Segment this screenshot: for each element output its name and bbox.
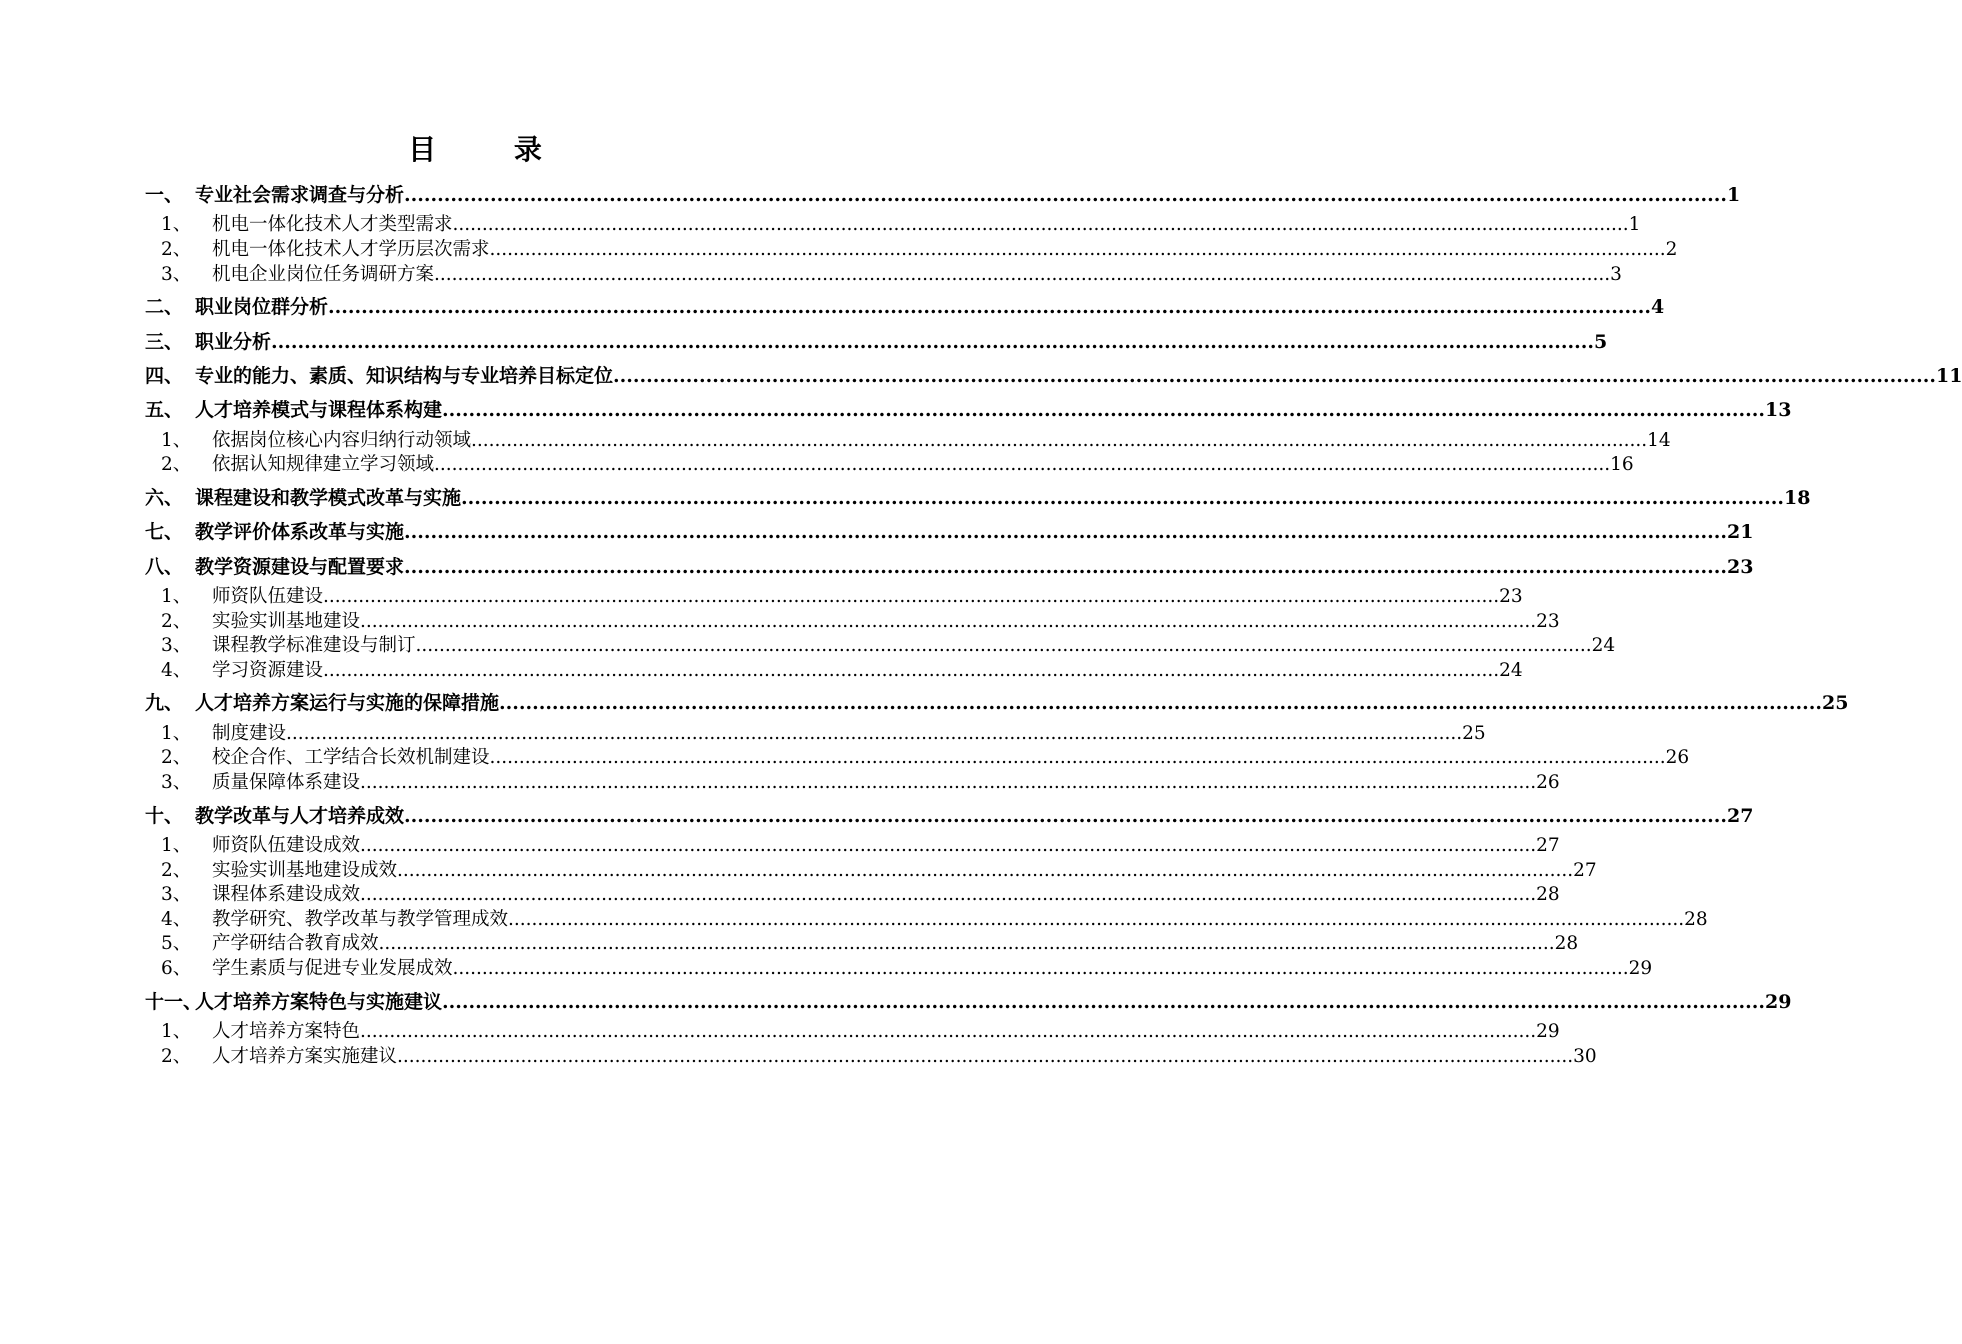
toc-section-entry[interactable] <box>145 393 1792 427</box>
toc-subsection-entry[interactable] <box>145 722 1486 747</box>
toc-entry-title: 制度建设 <box>212 722 287 744</box>
toc-dot-leader: ........................................................................................................................................................................................................ <box>323 659 1500 681</box>
toc-dot-leader: ........................................................................................................................................................................................................ <box>452 214 1629 236</box>
toc-dot-leader: ........................................................................................................................................................................................................ <box>271 330 1594 353</box>
page-title: 目 录 <box>408 133 576 166</box>
toc-dot-leader: ........................................................................................................................................................................................................ <box>378 933 1555 955</box>
toc-entry-title: 课程体系建设成效 <box>212 884 361 906</box>
toc-subsection-entry[interactable] <box>145 453 1634 478</box>
toc-subsection-entry[interactable] <box>145 238 1678 263</box>
toc-entry-title: 教学评价体系改革与实施 <box>195 521 405 544</box>
toc-dot-leader: ........................................................................................................................................................................................................ <box>323 586 1500 608</box>
toc-subsection-entry[interactable] <box>145 908 1708 933</box>
toc-entry-title: 依据岗位核心内容归纳行动领域 <box>212 429 472 451</box>
toc-section-entry[interactable] <box>145 178 1741 212</box>
toc-dot-leader: ........................................................................................................................................................................................................ <box>471 429 1648 451</box>
toc-page-number: 26 <box>1665 747 1690 769</box>
toc-entry-title: 产学研结合教育成效 <box>212 933 379 955</box>
toc-page-number: 27 <box>1536 835 1560 857</box>
toc-entry-number: 2、 <box>161 1045 192 1067</box>
toc-section-entry[interactable] <box>145 550 1754 584</box>
toc-subsection-entry[interactable] <box>145 429 1671 454</box>
toc-entry-title: 机电一体化技术人才类型需求 <box>212 214 453 236</box>
toc-entry-number: 五、 <box>145 399 184 422</box>
toc-entry-number: 3、 <box>161 263 192 285</box>
toc-section-entry[interactable] <box>145 359 1962 393</box>
toc-page-number: 29 <box>1536 1020 1560 1042</box>
toc-page-number: 27 <box>1573 859 1597 881</box>
toc-entry-number: 十、 <box>145 804 184 827</box>
toc-dot-leader: ........................................................................................................................................................................................................ <box>499 692 1822 715</box>
toc-entry-number: 1、 <box>161 835 192 857</box>
toc-entry-title: 教学研究、教学改革与教学管理成效 <box>212 908 509 930</box>
toc-dot-leader: ........................................................................................................................................................................................................ <box>397 859 1574 881</box>
toc-page-number: 24 <box>1499 659 1523 681</box>
toc-dot-leader: ........................................................................................................................................................................................................ <box>360 1020 1537 1042</box>
toc-dot-leader: ........................................................................................................................................................................................................ <box>360 610 1537 632</box>
toc-dot-leader: ........................................................................................................................................................................................................ <box>328 296 1651 319</box>
toc-page-number: 11 <box>1935 364 1962 387</box>
toc-page-number: 18 <box>1783 486 1811 509</box>
toc-entry-number: 四、 <box>145 364 184 387</box>
toc-entry-title: 人才培养方案实施建议 <box>212 1045 398 1067</box>
toc-entry-title: 教学资源建设与配置要求 <box>195 555 405 578</box>
toc-subsection-entry[interactable] <box>145 634 1616 659</box>
toc-dot-leader: ........................................................................................................................................................................................................ <box>489 747 1666 769</box>
toc-page-number: 30 <box>1573 1045 1597 1067</box>
toc-entry-title: 专业社会需求调查与分析 <box>195 184 405 206</box>
toc-entry-title: 人才培养模式与课程体系构建 <box>195 399 443 422</box>
toc-page-number: 24 <box>1591 635 1616 657</box>
toc-entry-number: 1、 <box>161 722 192 744</box>
toc-section-entry[interactable] <box>145 290 1665 324</box>
toc-page-number: 29 <box>1764 990 1792 1013</box>
toc-subsection-entry[interactable] <box>145 610 1560 635</box>
toc-page-number: 25 <box>1462 722 1486 744</box>
toc-entry-number: 2、 <box>161 859 192 881</box>
toc-entry-number: 1、 <box>161 586 192 608</box>
toc-page-number: 4 <box>1650 296 1665 319</box>
toc-dot-leader: ........................................................................................................................................................................................................ <box>613 364 1936 387</box>
toc-subsection-entry[interactable] <box>145 213 1641 238</box>
toc-dot-leader: ........................................................................................................................................................................................................ <box>360 884 1537 906</box>
toc-entry-title: 职业分析 <box>195 330 272 353</box>
toc-page-number: 29 <box>1628 958 1653 979</box>
toc-entry-title: 教学改革与人才培养成效 <box>195 804 405 827</box>
toc-page-number: 23 <box>1536 610 1560 632</box>
toc-entry-title: 实验实训基地建设成效 <box>212 859 398 881</box>
toc-dot-leader: ........................................................................................................................................................................................................ <box>404 804 1727 827</box>
toc-entry-number: 二、 <box>145 296 184 319</box>
toc-dot-leader: ........................................................................................................................................................................................................ <box>404 521 1727 544</box>
toc-dot-leader: ........................................................................................................................................................................................................ <box>404 555 1727 578</box>
toc-page-number: 28 <box>1536 884 1560 906</box>
toc-subsection-entry[interactable] <box>145 771 1560 796</box>
toc-entry-number: 八、 <box>145 555 184 578</box>
toc-entry-title: 依据认知规律建立学习领域 <box>212 454 435 476</box>
toc-dot-leader: ........................................................................................................................................................................................................ <box>434 263 1611 285</box>
toc-section-entry[interactable] <box>145 799 1754 833</box>
toc-page-number: 25 <box>1821 692 1849 715</box>
toc-page-number: 28 <box>1684 908 1708 930</box>
toc-page-number: 14 <box>1647 429 1671 451</box>
toc-subsection-entry[interactable] <box>145 859 1597 884</box>
toc-entry-title: 人才培养方案运行与实施的保障措施 <box>195 692 500 715</box>
toc-entry-title: 学生素质与促进专业发展成效 <box>212 958 453 979</box>
toc-dot-leader: ........................................................................................................................................................................................................ <box>415 635 1592 657</box>
toc-dot-leader: ........................................................................................................................................................................................................ <box>442 399 1765 422</box>
toc-entry-number: 1、 <box>161 1020 192 1042</box>
toc-entry-number: 2、 <box>161 747 192 769</box>
toc-dot-leader: ........................................................................................................................................................................................................ <box>434 454 1611 476</box>
toc-entry-title: 校企合作、工学结合长效机制建设 <box>212 747 490 769</box>
toc-page-number: 2 <box>1665 238 1678 260</box>
toc-entry-number: 三、 <box>145 330 184 353</box>
toc-page-number: 3 <box>1610 263 1622 285</box>
toc-dot-leader: ........................................................................................................................................................................................................ <box>404 184 1727 206</box>
toc-dot-leader: ........................................................................................................................................................................................................ <box>442 990 1765 1013</box>
toc-entry-title: 职业岗位群分析 <box>195 296 329 319</box>
toc-entry-number: 3、 <box>161 635 192 657</box>
toc-dot-leader: ........................................................................................................................................................................................................ <box>461 486 1784 509</box>
toc-page-number: 13 <box>1764 399 1792 422</box>
toc-entry-number: 一、 <box>145 184 184 206</box>
toc-subsection-entry[interactable] <box>145 1020 1560 1045</box>
toc-page-number: 1 <box>1726 184 1741 206</box>
toc-entry-number: 六、 <box>145 486 184 509</box>
toc-entry-title: 机电一体化技术人才学历层次需求 <box>212 238 490 260</box>
toc-page-number: 21 <box>1726 521 1754 544</box>
toc-entry-title: 机电企业岗位任务调研方案 <box>212 263 435 285</box>
toc-entry-number: 十一、 <box>145 990 203 1013</box>
toc-subsection-entry[interactable] <box>145 1045 1597 1070</box>
toc-entry-number: 4、 <box>161 908 192 930</box>
toc-entry-number: 1、 <box>161 429 192 451</box>
toc-subsection-entry[interactable] <box>145 585 1523 610</box>
toc-subsection-entry[interactable] <box>145 957 1653 982</box>
toc-entry-number: 3、 <box>161 772 192 794</box>
toc-entry-number: 6、 <box>161 958 192 979</box>
toc-subsection-entry[interactable] <box>145 834 1560 859</box>
toc-page-number: 1 <box>1628 214 1641 236</box>
toc-entry-number: 2、 <box>161 238 192 260</box>
toc-page-number: 23 <box>1499 586 1523 608</box>
toc-entry-number: 2、 <box>161 610 192 632</box>
toc-entry-title: 专业的能力、素质、知识结构与专业培养目标定位 <box>195 364 614 387</box>
table-of-contents <box>145 178 1962 1069</box>
toc-entry-title: 课程建设和教学模式改革与实施 <box>195 486 462 509</box>
toc-entry-number: 2、 <box>161 454 192 476</box>
toc-entry-number: 4、 <box>161 659 192 681</box>
toc-dot-leader: ........................................................................................................................................................................................................ <box>286 722 1463 744</box>
toc-page-number: 16 <box>1610 454 1634 476</box>
toc-entry-number: 3、 <box>161 884 192 906</box>
toc-entry-title: 师资队伍建设 <box>212 586 324 608</box>
toc-page-number: 27 <box>1726 804 1754 827</box>
toc-dot-leader: ........................................................................................................................................................................................................ <box>452 958 1629 979</box>
toc-section-entry[interactable] <box>145 325 1608 359</box>
toc-entry-number: 七、 <box>145 521 184 544</box>
toc-subsection-entry[interactable] <box>145 263 1622 288</box>
toc-page-number: 23 <box>1726 555 1754 578</box>
toc-subsection-entry[interactable] <box>145 932 1579 957</box>
toc-entry-title: 质量保障体系建设 <box>212 772 361 794</box>
toc-subsection-entry[interactable] <box>145 659 1523 684</box>
toc-section-entry[interactable] <box>145 985 1792 1019</box>
toc-section-entry[interactable] <box>145 481 1811 515</box>
toc-dot-leader: ........................................................................................................................................................................................................ <box>360 835 1537 857</box>
toc-entry-title: 实验实训基地建设 <box>212 610 361 632</box>
toc-entry-title: 人才培养方案特色与实施建议 <box>195 990 443 1013</box>
toc-page-number: 26 <box>1536 772 1560 794</box>
toc-dot-leader: ........................................................................................................................................................................................................ <box>397 1045 1574 1067</box>
toc-entry-number: 1、 <box>161 214 192 236</box>
toc-entry-title: 学习资源建设 <box>212 659 324 681</box>
toc-section-entry[interactable] <box>145 515 1754 549</box>
toc-page-number: 5 <box>1593 330 1608 353</box>
toc-page-number: 28 <box>1554 933 1579 955</box>
toc-entry-number: 5、 <box>161 933 192 955</box>
toc-subsection-entry[interactable] <box>145 883 1560 908</box>
toc-dot-leader: ........................................................................................................................................................................................................ <box>508 908 1685 930</box>
toc-section-entry[interactable] <box>145 686 1849 720</box>
toc-subsection-entry[interactable] <box>145 746 1690 771</box>
toc-dot-leader: ........................................................................................................................................................................................................ <box>489 238 1666 260</box>
toc-dot-leader: ........................................................................................................................................................................................................ <box>360 772 1537 794</box>
toc-entry-title: 师资队伍建设成效 <box>212 835 361 857</box>
toc-entry-title: 人才培养方案特色 <box>212 1020 361 1042</box>
toc-entry-title: 课程教学标准建设与制订 <box>212 635 416 657</box>
toc-entry-number: 九、 <box>145 692 184 715</box>
